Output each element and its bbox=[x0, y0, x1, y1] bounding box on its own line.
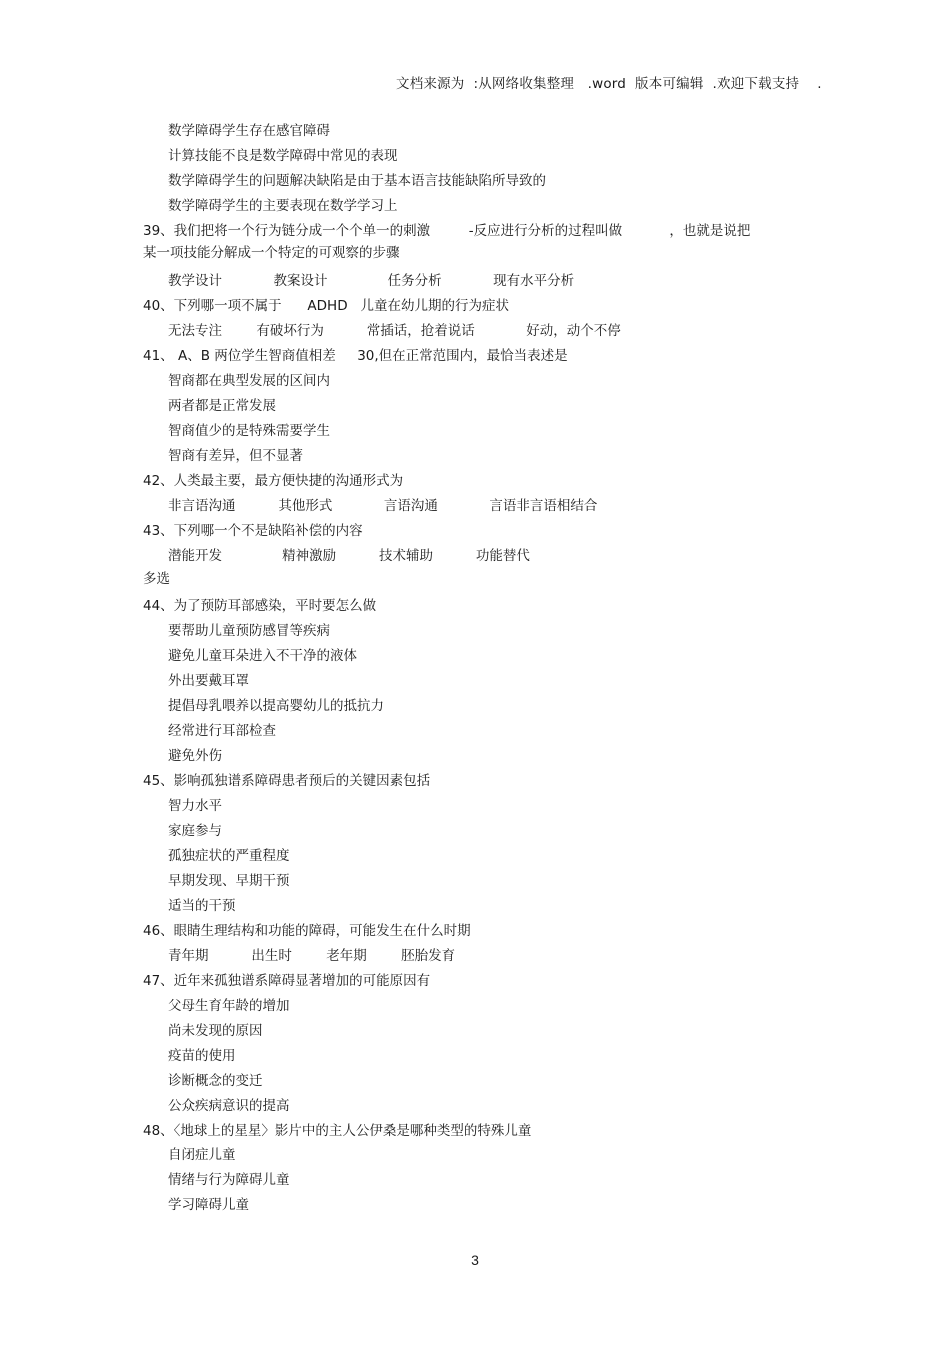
option-text: 疫苗的使用 bbox=[168, 1048, 236, 1064]
page-header: 文档来源为 :从网络收集整理 .word 版本可编辑 .欢迎下载支持 . bbox=[396, 76, 822, 92]
option-text: 计算技能不良是数学障碍中常见的表现 bbox=[168, 148, 398, 164]
option-text: 提倡母乳喂养以提高婴幼儿的抵抗力 bbox=[168, 698, 384, 714]
option-text: 适当的干预 bbox=[168, 898, 236, 914]
option-text: 无法专注 有破坏行为 常插话，抢着说话 好动，动个不停 bbox=[168, 323, 621, 339]
option-text: 潜能开发 精神激励 技术辅助 功能替代 bbox=[168, 548, 530, 564]
option-text: 孤独症状的严重程度 bbox=[168, 848, 290, 864]
option-text: 自闭症儿童 bbox=[168, 1147, 236, 1163]
option-text: 早期发现、早期干预 bbox=[168, 873, 290, 889]
option-text: 经常进行耳部检查 bbox=[168, 723, 276, 739]
option-text: 要帮助儿童预防感冒等疾病 bbox=[168, 623, 330, 639]
option-text: 两者都是正常发展 bbox=[168, 398, 276, 414]
question-text: 42、人类最主要，最方便快捷的沟通形式为 bbox=[143, 473, 404, 489]
page-number: 3 bbox=[471, 1252, 479, 1268]
option-text: 诊断概念的变迁 bbox=[168, 1073, 263, 1089]
option-text: 非言语沟通 其他形式 言语沟通 言语非言语相结合 bbox=[168, 498, 598, 514]
question-text: 48、〈地球上的星星〉影片中的主人公伊桑是哪种类型的特殊儿童 bbox=[143, 1123, 532, 1139]
option-text: 教学设计 教案设计 任务分析 现有水平分析 bbox=[168, 273, 575, 289]
question-text: 44、为了预防耳部感染，平时要怎么做 bbox=[143, 598, 377, 614]
option-text: 学习障碍儿童 bbox=[168, 1197, 249, 1213]
option-text: 尚未发现的原因 bbox=[168, 1023, 263, 1039]
option-text: 智商有差异，但不显著 bbox=[168, 448, 303, 464]
option-text: 公众疾病意识的提高 bbox=[168, 1098, 290, 1114]
option-text: 数学障碍学生的问题解决缺陷是由于基本语言技能缺陷所导致的 bbox=[168, 173, 546, 189]
question-text: 某一项技能分解成一个特定的可观察的步骤 bbox=[143, 245, 400, 261]
option-text: 避免儿童耳朵进入不干净的液体 bbox=[168, 648, 357, 664]
question-text: 41、 A、B 两位学生智商值相差 30,但在正常范围内，最恰当表述是 bbox=[143, 348, 568, 364]
option-text: 避免外伤 bbox=[168, 748, 222, 764]
section-label: 多选 bbox=[143, 571, 170, 587]
option-text: 家庭参与 bbox=[168, 823, 222, 839]
question-text: 40、下列哪一项不属于 ADHD 儿童在幼儿期的行为症状 bbox=[143, 298, 509, 314]
option-text: 情绪与行为障碍儿童 bbox=[168, 1172, 290, 1188]
option-text: 智商都在典型发展的区间内 bbox=[168, 373, 330, 389]
question-text: 46、眼睛生理结构和功能的障碍，可能发生在什么时期 bbox=[143, 923, 471, 939]
option-text: 数学障碍学生的主要表现在数学学习上 bbox=[168, 198, 398, 214]
question-text: 39、我们把将一个行为链分成一个个单一的刺激 -反应进行分析的过程叫做 ，也就是说把 bbox=[143, 223, 751, 239]
option-text: 智力水平 bbox=[168, 798, 222, 814]
option-text: 数学障碍学生存在感官障碍 bbox=[168, 123, 330, 139]
question-text: 47、近年来孤独谱系障碍显著增加的可能原因有 bbox=[143, 973, 431, 989]
question-text: 45、影响孤独谱系障碍患者预后的关键因素包括 bbox=[143, 773, 431, 789]
option-text: 父母生育年龄的增加 bbox=[168, 998, 290, 1014]
option-text: 青年期 出生时 老年期 胚胎发育 bbox=[168, 948, 456, 964]
option-text: 智商值少的是特殊需要学生 bbox=[168, 423, 330, 439]
option-text: 外出要戴耳罩 bbox=[168, 673, 249, 689]
question-text: 43、下列哪一个不是缺陷补偿的内容 bbox=[143, 523, 363, 539]
